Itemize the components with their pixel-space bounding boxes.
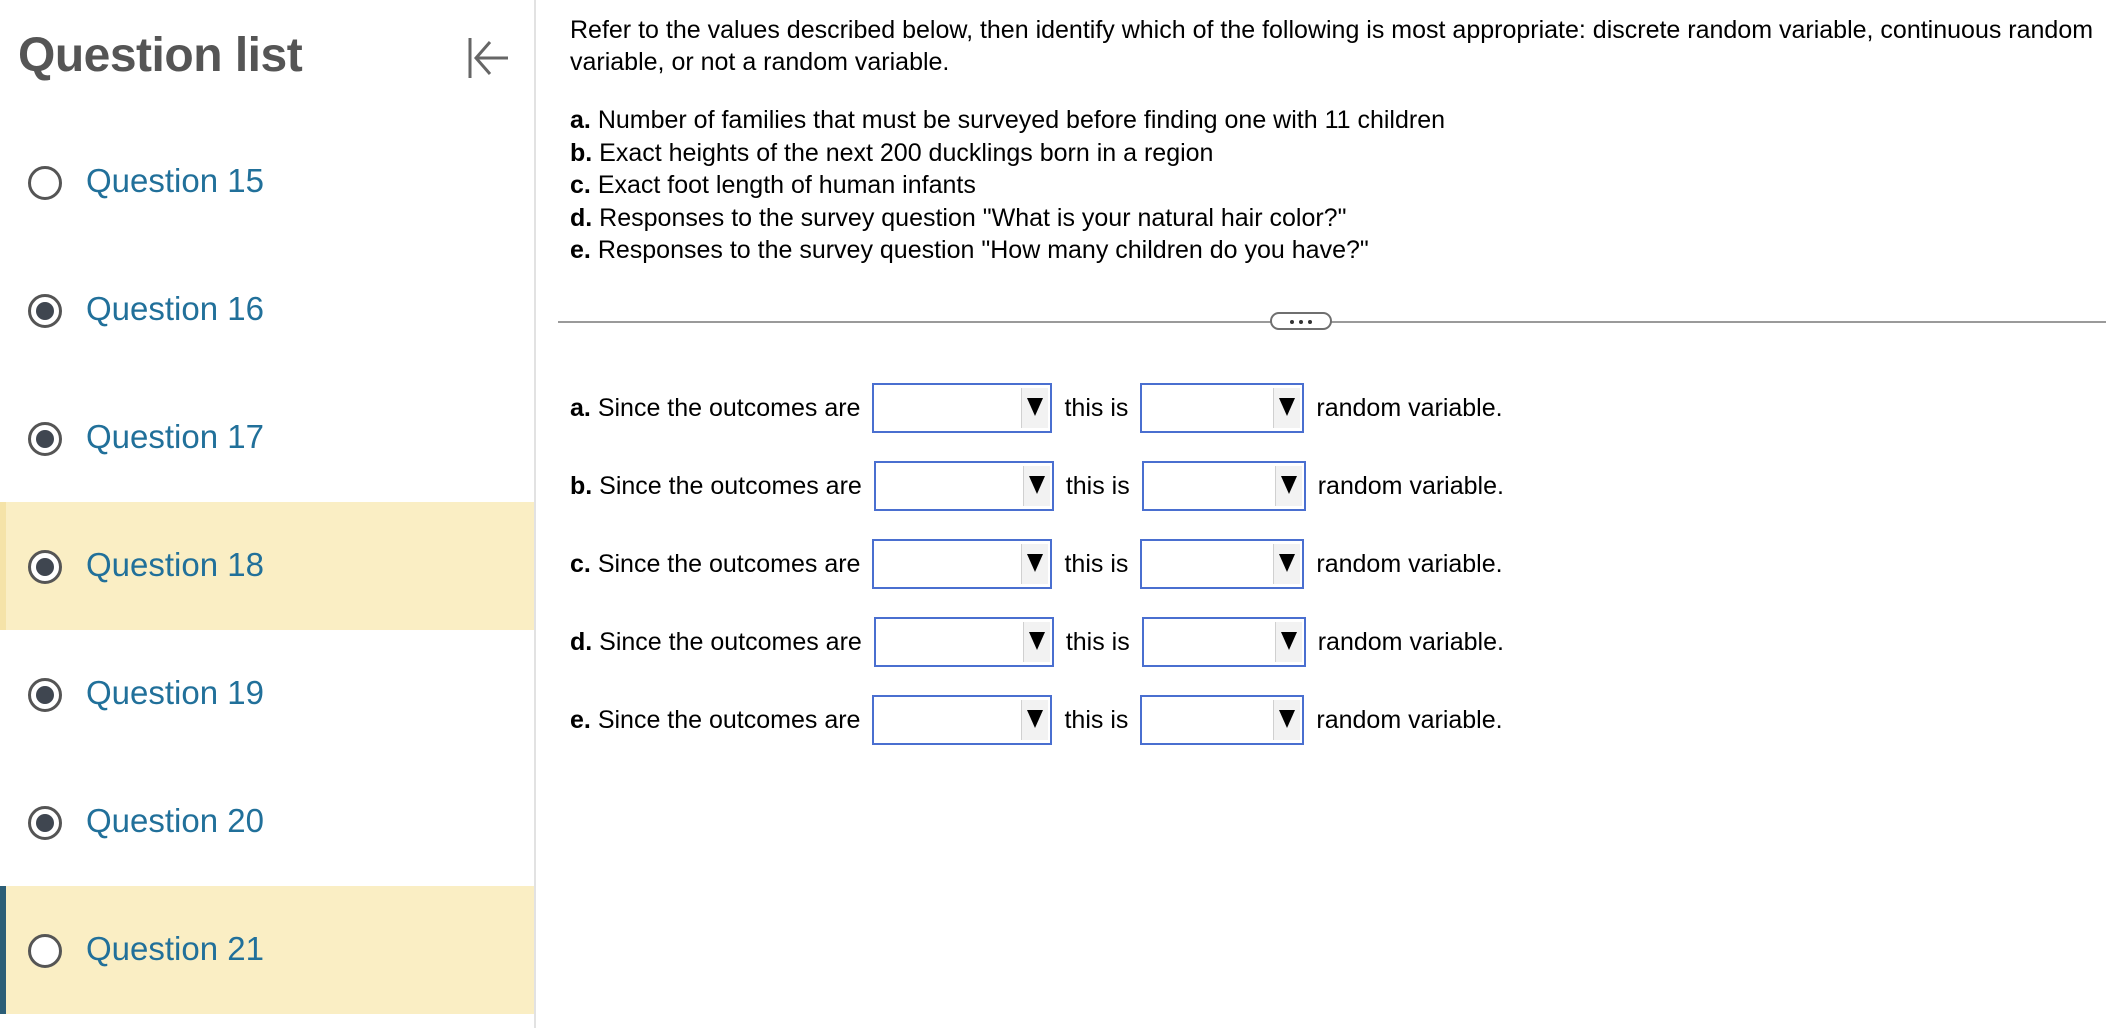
question-list-item-label: Question 15 [86, 162, 264, 199]
answer-tail-text: random variable. [1316, 393, 1503, 422]
outcome-type-dropdown[interactable] [872, 383, 1052, 433]
value-descriptions [570, 104, 1445, 267]
item-text: Responses to the survey question "How many children do you have?" [597, 236, 1369, 264]
variable-type-dropdown[interactable] [1140, 539, 1304, 589]
answered-radio-icon [28, 422, 62, 456]
unanswered-radio-icon [28, 934, 62, 968]
variable-type-dropdown[interactable] [1140, 383, 1304, 433]
answer-tail-text: random variable. [1316, 549, 1503, 578]
value-description-item [570, 169, 1445, 202]
question-list-item-label: Question 20 [86, 802, 264, 839]
answer-lead-text: Since the outcomes are [599, 471, 862, 500]
question-list-item[interactable] [0, 886, 534, 1014]
answer-middle-text: this is [1065, 627, 1130, 656]
sidebar-title: Question list [18, 29, 303, 82]
main-content [536, 0, 2122, 1028]
answer-letter: c. [570, 549, 591, 578]
item-text: Exact heights of the next 200 ducklings born in a region [599, 138, 1214, 167]
expand-more-button[interactable] [1270, 312, 1332, 330]
answer-lead [570, 706, 860, 735]
question-prompt: Refer to the values described below, then identify which of the following is most appropriate: discrete random variable, continuous random variable, or not a random variable. [570, 16, 2094, 76]
outcome-type-dropdown[interactable] [874, 617, 1054, 667]
dropdown-arrow-icon[interactable] [1275, 466, 1302, 506]
answer-middle-text: this is [1064, 705, 1129, 734]
question-list-sidebar [0, 0, 536, 1028]
dropdown-arrow-icon[interactable] [1023, 466, 1050, 506]
answer-letter: e. [570, 705, 591, 734]
value-description-item [570, 137, 1445, 170]
question-list-item[interactable] [0, 502, 534, 630]
ellipsis-icon [1299, 320, 1303, 324]
answer-row [570, 381, 1503, 435]
answered-radio-icon [28, 294, 62, 328]
item-text: Responses to the survey question "What is your natural hair color?" [599, 203, 1347, 232]
answer-row [570, 615, 1504, 669]
dropdown-arrow-icon[interactable] [1273, 700, 1300, 740]
question-list-item[interactable] [0, 374, 534, 502]
variable-type-dropdown[interactable] [1142, 461, 1306, 511]
dropdown-arrow-icon[interactable] [1021, 700, 1048, 740]
section-divider [558, 321, 2106, 323]
answer-middle-text: this is [1065, 471, 1130, 500]
answer-letter: a. [570, 393, 591, 422]
item-letter: c. [570, 171, 591, 199]
value-description-item [570, 234, 1445, 267]
answer-lead-text: Since the outcomes are [597, 393, 861, 422]
item-text: Number of families that must be surveyed before finding one with 11 children [597, 106, 1446, 134]
item-text: Exact foot length of human infants [597, 171, 976, 199]
answer-lead [570, 472, 862, 501]
item-letter: d. [570, 203, 593, 232]
question-list-item-label: Question 17 [86, 418, 264, 455]
question-list-item-label: Question 21 [86, 930, 264, 967]
dropdown-arrow-icon[interactable] [1021, 544, 1048, 584]
dropdown-arrow-icon[interactable] [1273, 544, 1300, 584]
collapse-left-icon [460, 30, 516, 86]
item-letter: a. [570, 106, 591, 134]
item-letter: e. [570, 236, 591, 264]
dropdown-arrow-icon[interactable] [1275, 622, 1302, 662]
outcome-type-dropdown[interactable] [872, 539, 1052, 589]
question-list-item[interactable] [0, 630, 534, 758]
answer-tail-text: random variable. [1317, 471, 1504, 500]
answer-row [570, 537, 1503, 591]
answer-tail-text: random variable. [1316, 705, 1503, 734]
question-list-item-label: Question 18 [86, 546, 264, 583]
variable-type-dropdown[interactable] [1142, 617, 1306, 667]
answer-tail-text: random variable. [1317, 627, 1504, 656]
ellipsis-icon [1290, 320, 1294, 324]
answer-lead [570, 628, 862, 657]
dropdown-arrow-icon[interactable] [1273, 388, 1300, 428]
answer-middle-text: this is [1064, 393, 1129, 422]
unanswered-radio-icon [28, 166, 62, 200]
item-letter: b. [570, 138, 593, 167]
dropdown-arrow-icon[interactable] [1023, 622, 1050, 662]
value-description-item [570, 202, 1445, 235]
outcome-type-dropdown[interactable] [872, 695, 1052, 745]
answer-row [570, 459, 1504, 513]
collapse-sidebar-button[interactable] [460, 30, 516, 86]
answer-lead-text: Since the outcomes are [599, 627, 862, 656]
outcome-type-dropdown[interactable] [874, 461, 1054, 511]
answer-middle-text: this is [1064, 549, 1129, 578]
answer-lead [570, 550, 860, 579]
ellipsis-icon [1308, 320, 1312, 324]
answer-lead-text: Since the outcomes are [597, 549, 861, 578]
answered-radio-icon [28, 550, 62, 584]
question-list-item-label: Question 16 [86, 290, 264, 327]
value-description-item [570, 104, 1445, 137]
variable-type-dropdown[interactable] [1140, 695, 1304, 745]
answer-letter: d. [570, 627, 593, 656]
answer-letter: b. [570, 471, 593, 500]
answer-lead-text: Since the outcomes are [597, 705, 861, 734]
question-list-item[interactable] [0, 758, 534, 886]
question-list [0, 118, 534, 1014]
question-list-item[interactable] [0, 118, 534, 246]
sidebar-header [0, 0, 536, 118]
answer-row [570, 693, 1503, 747]
answered-radio-icon [28, 678, 62, 712]
answered-radio-icon [28, 806, 62, 840]
answer-lead [570, 394, 860, 423]
question-list-item-label: Question 19 [86, 674, 264, 711]
question-list-item[interactable] [0, 246, 534, 374]
dropdown-arrow-icon[interactable] [1021, 388, 1048, 428]
